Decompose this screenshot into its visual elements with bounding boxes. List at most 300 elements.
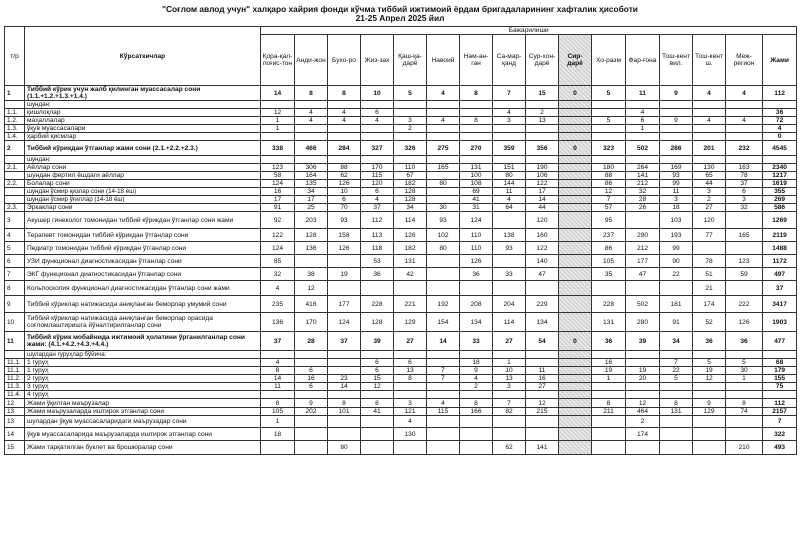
cell-value: 17: [295, 196, 328, 204]
cell-value: [626, 391, 660, 399]
table-row: [5, 416, 797, 428]
cell-value: [261, 133, 295, 141]
cell-value: [295, 416, 328, 428]
cell-value: 130: [394, 428, 427, 441]
cell-value: 47: [626, 268, 660, 281]
cell-value: 138: [493, 229, 526, 242]
cell-value: 163: [726, 164, 763, 172]
cell-value: 16: [261, 188, 295, 196]
cell-value: 5: [394, 86, 427, 101]
cell-value: [559, 172, 592, 180]
table-row: [5, 351, 797, 359]
row-number: 2.3.: [5, 204, 25, 212]
cell-value: [493, 351, 526, 359]
cell-value: 33: [493, 268, 526, 281]
row-number: 2.1.: [5, 164, 25, 172]
cell-value: 126: [328, 180, 361, 188]
table-row: [5, 268, 797, 281]
table-row: [5, 133, 797, 141]
cell-value: 12: [526, 399, 559, 408]
cell-value: 17: [526, 188, 559, 196]
cell-value: 11: [660, 188, 693, 196]
cell-value: [592, 125, 626, 133]
cell-value: 181: [660, 296, 693, 313]
cell-value: [559, 196, 592, 204]
cell-value: [394, 383, 427, 391]
row-indicator: Тиббий кўриклар натижасида аниқланган беморлар орасида соғломлаштиришга йўналтирилганлар сони: [25, 313, 261, 332]
cell-value: 110: [394, 164, 427, 172]
row-indicator: шундан:: [25, 156, 261, 164]
cell-value: 6: [361, 109, 394, 117]
cell-value: 86: [592, 180, 626, 188]
row-indicator: шулардан ўқув муассасаларидаги маърузадар сони: [25, 416, 261, 428]
cell-value: 13: [493, 375, 526, 383]
table-row: [5, 101, 797, 109]
cell-value: 78: [693, 255, 726, 268]
cell-value: [660, 351, 693, 359]
cell-value: 91: [660, 313, 693, 332]
cell-value: 19: [592, 367, 626, 375]
cell-value: [394, 101, 427, 109]
cell-value: 28: [295, 332, 328, 351]
region-header-1: Анди-жон: [295, 35, 328, 86]
cell-value: 4: [394, 416, 427, 428]
cell-value: 9: [295, 399, 328, 408]
cell-value: 7: [427, 375, 460, 383]
cell-value: 4: [328, 117, 361, 125]
cell-value: 92: [261, 212, 295, 229]
cell-value: 39: [361, 332, 394, 351]
row-number: 2: [5, 141, 25, 156]
cell-value: 8: [726, 399, 763, 408]
cell-value: [592, 441, 626, 455]
cell-value: [427, 101, 460, 109]
cell-value: [592, 383, 626, 391]
cell-value: 124: [261, 180, 295, 188]
cell-value: 35: [592, 268, 626, 281]
cell-value: 27: [526, 383, 559, 391]
cell-value: 22: [660, 367, 693, 375]
region-header-14: Меж-регион: [726, 35, 763, 86]
cell-value: [460, 156, 493, 164]
cell-value: [763, 391, 797, 399]
cell-value: 121: [394, 408, 427, 416]
cell-value: 126: [328, 242, 361, 255]
cell-value: 228: [361, 296, 394, 313]
cell-value: 15: [526, 86, 559, 101]
cell-value: [526, 101, 559, 109]
cell-value: [726, 125, 763, 133]
cell-value: 222: [726, 296, 763, 313]
cell-value: 95: [592, 212, 626, 229]
cell-value: 177: [328, 296, 361, 313]
cell-value: [693, 109, 726, 117]
row-number: 6: [5, 255, 25, 268]
cell-value: 129: [394, 313, 427, 332]
cell-value: [559, 101, 592, 109]
cell-value: 12: [295, 281, 328, 296]
cell-value: 120: [526, 212, 559, 229]
cell-value: 140: [526, 255, 559, 268]
cell-value: 85: [261, 255, 295, 268]
cell-value: [427, 125, 460, 133]
cell-value: [361, 125, 394, 133]
row-number: 2.2.: [5, 180, 25, 188]
cell-value: 7: [493, 399, 526, 408]
cell-value: [660, 441, 693, 455]
cell-value: [394, 109, 427, 117]
cell-value: [559, 255, 592, 268]
cell-value: 4: [693, 86, 726, 101]
cell-value: [295, 391, 328, 399]
cell-value: 8: [460, 399, 493, 408]
cell-value: 54: [526, 332, 559, 351]
cell-value: [526, 156, 559, 164]
row-indicator: шундан:: [25, 101, 261, 109]
table-row: [5, 141, 797, 156]
title-line-2: 21-25 Апрел 2025 йил: [355, 13, 445, 23]
cell-value: 124: [460, 212, 493, 229]
cell-value: 264: [626, 164, 660, 172]
cell-value: [427, 188, 460, 196]
cell-value: 477: [763, 332, 797, 351]
row-indicator: ҳарбий қисмлар: [25, 133, 261, 141]
table-row: [5, 172, 797, 180]
table-row: [5, 296, 797, 313]
cell-value: [460, 351, 493, 359]
cell-value: 126: [460, 255, 493, 268]
cell-value: 39: [626, 332, 660, 351]
cell-value: 182: [394, 180, 427, 188]
cell-value: 179: [763, 367, 797, 375]
cell-value: 37: [763, 281, 797, 296]
cell-value: 202: [295, 408, 328, 416]
cell-value: 36: [726, 332, 763, 351]
cell-value: 4: [427, 117, 460, 125]
row-number: [5, 101, 25, 109]
cell-value: 464: [626, 408, 660, 416]
row-number: 11.1.: [5, 359, 25, 367]
cell-value: 1: [626, 125, 660, 133]
cell-value: 4: [693, 117, 726, 125]
header-group: Бажарилиши: [261, 27, 797, 35]
cell-value: [559, 441, 592, 455]
cell-value: [427, 441, 460, 455]
region-header-0: Қора-қал-поғис-тон: [261, 35, 295, 86]
cell-value: 1: [261, 125, 295, 133]
cell-value: [693, 242, 726, 255]
cell-value: 14: [328, 383, 361, 391]
cell-value: 12: [261, 109, 295, 117]
cell-value: [592, 101, 626, 109]
cell-value: [427, 109, 460, 117]
cell-value: 15: [361, 375, 394, 383]
cell-value: 208: [460, 296, 493, 313]
cell-value: 6: [394, 359, 427, 367]
cell-value: 586: [763, 204, 797, 212]
cell-value: 8: [328, 86, 361, 101]
cell-value: 14: [261, 86, 295, 101]
cell-value: 212: [626, 180, 660, 188]
row-number: 1: [5, 86, 25, 101]
cell-value: [526, 428, 559, 441]
cell-value: 37: [261, 332, 295, 351]
cell-value: 166: [460, 408, 493, 416]
cell-value: [328, 125, 361, 133]
cell-value: 28: [626, 196, 660, 204]
cell-value: 7: [427, 367, 460, 375]
cell-value: [726, 109, 763, 117]
cell-value: 356: [526, 141, 559, 156]
cell-value: 212: [626, 242, 660, 255]
cell-value: 6: [328, 196, 361, 204]
cell-value: [726, 383, 763, 391]
cell-value: 327: [361, 141, 394, 156]
cell-value: [460, 391, 493, 399]
cell-value: [394, 351, 427, 359]
row-number: [5, 351, 25, 359]
cell-value: 12: [361, 383, 394, 391]
cell-value: [693, 156, 726, 164]
cell-value: [295, 133, 328, 141]
cell-value: [427, 428, 460, 441]
row-number: 13: [5, 416, 25, 428]
cell-value: 99: [660, 180, 693, 188]
cell-value: [763, 156, 797, 164]
row-indicator: Жами тарқатилган буклет ва брошюралар сони: [25, 441, 261, 455]
cell-value: [693, 351, 726, 359]
cell-value: 151: [493, 164, 526, 172]
cell-value: [559, 164, 592, 172]
cell-value: 306: [295, 164, 328, 172]
cell-value: 36: [460, 268, 493, 281]
cell-value: 112: [763, 399, 797, 408]
cell-value: 1: [493, 359, 526, 367]
cell-value: [559, 242, 592, 255]
cell-value: 64: [493, 204, 526, 212]
cell-value: 177: [626, 255, 660, 268]
cell-value: 36: [763, 109, 797, 117]
row-indicator: Тиббий кўриклар натижасида аниқланган беморлар умумий сони: [25, 296, 261, 313]
cell-value: 1: [592, 375, 626, 383]
cell-value: [361, 156, 394, 164]
row-number: 11: [5, 332, 25, 351]
cell-value: 1: [261, 117, 295, 125]
row-number: 3: [5, 212, 25, 229]
table-row: [5, 332, 797, 351]
cell-value: 105: [261, 408, 295, 416]
cell-value: 13: [394, 367, 427, 375]
cell-value: 0: [559, 332, 592, 351]
cell-value: [493, 416, 526, 428]
cell-value: 120: [693, 212, 726, 229]
cell-value: 322: [763, 428, 797, 441]
cell-value: 502: [626, 296, 660, 313]
cell-value: [559, 188, 592, 196]
cell-value: [559, 313, 592, 332]
row-indicator: маҳаллалар: [25, 117, 261, 125]
title-line-1: "Соғлом авлод учун" халқаро хайрия фонди кўчма тиббий ижтимоий ёрдам бригадаларининг хафталик ҳисоботи: [162, 4, 638, 14]
cell-value: [261, 101, 295, 109]
cell-value: 38: [295, 268, 328, 281]
table-row: [5, 399, 797, 408]
cell-value: [460, 133, 493, 141]
cell-value: 9: [460, 367, 493, 375]
cell-value: 131: [460, 164, 493, 172]
cell-value: 19: [626, 367, 660, 375]
cell-value: 11: [526, 367, 559, 375]
cell-value: 4: [427, 86, 460, 101]
cell-value: 155: [763, 375, 797, 383]
row-indicator: ўқув муассасаларида маърузаларда иштирок этганлар сони: [25, 428, 261, 441]
cell-value: 228: [592, 296, 626, 313]
cell-value: [559, 351, 592, 359]
cell-value: [427, 281, 460, 296]
cell-value: [460, 441, 493, 455]
cell-value: 91: [261, 204, 295, 212]
cell-value: 31: [460, 204, 493, 212]
cell-value: 115: [427, 408, 460, 416]
cell-value: 65: [693, 172, 726, 180]
cell-value: [693, 125, 726, 133]
cell-value: 2157: [763, 408, 797, 416]
cell-value: 7: [763, 416, 797, 428]
cell-value: 4: [493, 196, 526, 204]
cell-value: 141: [526, 441, 559, 455]
cell-value: 4: [726, 86, 763, 101]
cell-value: 0: [559, 86, 592, 101]
cell-value: [328, 367, 361, 375]
cell-value: [328, 101, 361, 109]
cell-value: [394, 133, 427, 141]
cell-value: 3: [726, 196, 763, 204]
table-row: [5, 156, 797, 164]
table-row: [5, 196, 797, 204]
cell-value: 11: [626, 86, 660, 101]
cell-value: 416: [295, 296, 328, 313]
cell-value: 270: [460, 141, 493, 156]
cell-value: [626, 441, 660, 455]
cell-value: 128: [295, 229, 328, 242]
cell-value: 8: [460, 86, 493, 101]
cell-value: 286: [660, 141, 693, 156]
cell-value: 4545: [763, 141, 797, 156]
cell-value: 284: [328, 141, 361, 156]
cell-value: 192: [427, 296, 460, 313]
cell-value: 165: [427, 164, 460, 172]
cell-value: 210: [726, 441, 763, 455]
row-number: 4: [5, 229, 25, 242]
row-indicator: шундан фертил ёшдаги аёллар: [25, 172, 261, 180]
cell-value: 8: [361, 399, 394, 408]
cell-value: [559, 117, 592, 125]
cell-value: 8: [592, 399, 626, 408]
cell-value: [361, 101, 394, 109]
cell-value: [295, 156, 328, 164]
cell-value: 67: [394, 172, 427, 180]
table-row: [5, 408, 797, 416]
cell-value: 136: [261, 313, 295, 332]
cell-value: 80: [493, 172, 526, 180]
table-row: [5, 255, 797, 268]
cell-value: [328, 255, 361, 268]
cell-value: [626, 156, 660, 164]
cell-value: [261, 156, 295, 164]
cell-value: 12: [592, 188, 626, 196]
cell-value: 112: [763, 86, 797, 101]
cell-value: 30: [726, 367, 763, 375]
row-indicator: Аёллар сони: [25, 164, 261, 172]
cell-value: [693, 101, 726, 109]
table-row: [5, 383, 797, 391]
cell-value: [660, 416, 693, 428]
cell-value: [559, 268, 592, 281]
table-row: [5, 359, 797, 367]
cell-value: 82: [493, 408, 526, 416]
cell-value: 8: [328, 399, 361, 408]
cell-value: 169: [660, 164, 693, 172]
cell-value: [328, 416, 361, 428]
cell-value: [427, 391, 460, 399]
cell-value: [493, 255, 526, 268]
row-indicator: шундан ўсмир ўғиллар (14-18 ёш): [25, 196, 261, 204]
cell-value: [394, 156, 427, 164]
cell-value: 5: [660, 375, 693, 383]
cell-value: 108: [460, 180, 493, 188]
row-number: 15: [5, 441, 25, 455]
cell-value: [660, 391, 693, 399]
cell-value: 0: [763, 133, 797, 141]
table-row: [5, 367, 797, 375]
cell-value: [328, 391, 361, 399]
report-title: [0, 0, 800, 23]
table-row: [5, 229, 797, 242]
cell-value: 59: [726, 268, 763, 281]
cell-value: [526, 416, 559, 428]
row-number: 11.3.: [5, 383, 25, 391]
cell-value: [726, 281, 763, 296]
cell-value: 37: [361, 204, 394, 212]
cell-value: 22: [660, 268, 693, 281]
cell-value: 115: [361, 172, 394, 180]
cell-value: 1: [261, 416, 295, 428]
cell-value: 27: [394, 332, 427, 351]
cell-value: 80: [328, 441, 361, 455]
row-number: 7: [5, 268, 25, 281]
cell-value: 134: [526, 313, 559, 332]
cell-value: 4: [361, 196, 394, 204]
cell-value: [559, 375, 592, 383]
cell-value: 4: [295, 117, 328, 125]
table-row: [5, 212, 797, 229]
table-row: [5, 313, 797, 332]
cell-value: 6: [295, 367, 328, 375]
cell-value: 20: [626, 375, 660, 383]
cell-value: 5: [693, 359, 726, 367]
cell-value: 70: [328, 204, 361, 212]
cell-value: 114: [493, 313, 526, 332]
cell-value: 8: [261, 367, 295, 375]
cell-value: [660, 383, 693, 391]
cell-value: [295, 255, 328, 268]
cell-value: 122: [526, 180, 559, 188]
cell-value: 58: [261, 172, 295, 180]
cell-value: 36: [361, 268, 394, 281]
cell-value: [693, 383, 726, 391]
row-indicator: қишлоқлар: [25, 109, 261, 117]
cell-value: 232: [726, 141, 763, 156]
cell-value: 2: [693, 196, 726, 204]
